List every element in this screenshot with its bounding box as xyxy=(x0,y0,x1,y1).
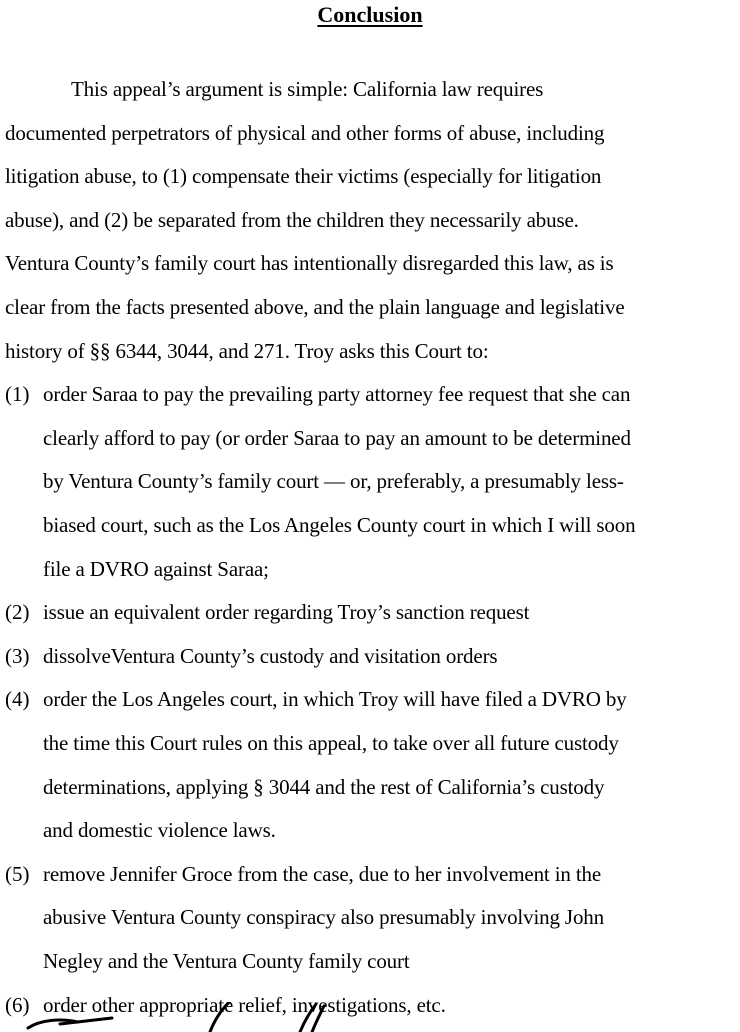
request-line: abusive Ventura County conspiracy also presumably involving John xyxy=(43,905,605,930)
request-line: order other appropriate relief, investigations, etc. xyxy=(43,992,446,1017)
request-line: biased court, such as the Los Angeles County court in which I will soon xyxy=(43,513,636,537)
intro-line: abuse), and (2) be separated from the children they necessarily abuse. xyxy=(5,207,579,232)
request-line: and domestic violence laws. xyxy=(43,818,276,843)
request-line: Negley and the Ventura County family court xyxy=(43,949,410,973)
request-line: determinations, applying § 3044 and the rest of California’s custody xyxy=(43,774,605,799)
intro-line: history of §§ 6344, 3044, and 271. Troy asks this Court to: xyxy=(5,338,489,363)
request-number: (2) xyxy=(5,600,30,625)
request-line: order the Los Angeles court, in which Troy will have filed a DVRO by xyxy=(43,687,627,712)
request-line: order Saraa to pay the prevailing party attorney fee request that she can xyxy=(43,382,631,407)
request-number: (5) xyxy=(5,861,30,886)
request-line: file a DVRO against Saraa; xyxy=(43,556,269,581)
intro-line: clear from the facts presented above, and the plain language and legislative xyxy=(5,295,625,319)
request-number: (1) xyxy=(5,382,30,407)
request-number: (4) xyxy=(5,687,30,712)
request-line: clearly afford to pay (or order Saraa to pay an amount to be determined xyxy=(43,425,631,450)
request-line: remove Jennifer Groce from the case, due to her involvement in the xyxy=(43,861,602,886)
intro-line: documented perpetrators of physical and other forms of abuse, including xyxy=(5,120,605,145)
request-number: (3) xyxy=(5,643,30,668)
signature-icon xyxy=(20,1002,340,1032)
intro-line: This appeal’s argument is simple: California law requires xyxy=(71,77,544,101)
request-number: (6) xyxy=(5,992,30,1017)
intro-line: litigation abuse, to (1) compensate their victims (especially for litigation xyxy=(5,164,602,189)
request-line: by Ventura County’s family court — or, preferably, a presumably less- xyxy=(43,469,624,494)
section-heading: Conclusion xyxy=(317,2,423,27)
request-line: issue an equivalent order regarding Troy’s sanction request xyxy=(43,600,530,625)
intro-line: Ventura County’s family court has intentionally disregarded this law, as is xyxy=(5,251,614,276)
request-line: dissolveVentura County’s custody and visitation orders xyxy=(43,643,498,668)
request-line: the time this Court rules on this appeal, to take over all future custody xyxy=(43,731,619,755)
